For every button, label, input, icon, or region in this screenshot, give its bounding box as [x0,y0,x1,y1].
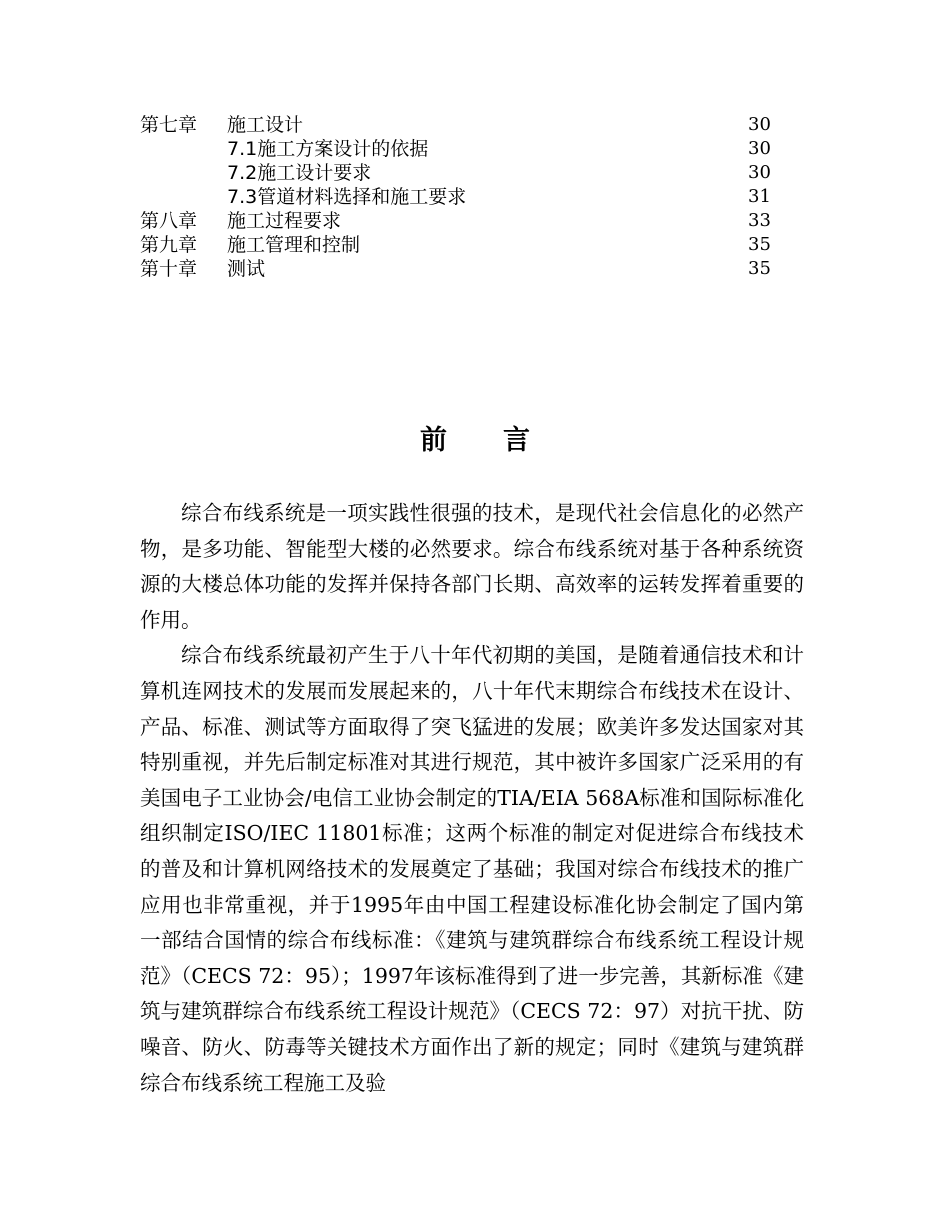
toc-chapter-label: 第九章 [140,234,198,256]
toc-entry-title: 7.3管道材料选择和施工要求 [227,186,467,208]
toc-entry[interactable] [140,233,780,257]
toc-page-number: 35 [748,234,771,255]
toc-entry-title: 7.1施工方案设计的依据 [227,138,429,160]
table-of-contents [140,113,780,281]
toc-chapter-label: 第七章 [140,114,198,136]
toc-entry[interactable] [140,209,780,233]
toc-page-number: 30 [748,138,771,159]
toc-entry-title: 施工管理和控制 [227,234,361,256]
toc-entry[interactable] [140,113,780,137]
toc-page-number: 31 [748,186,771,207]
toc-page-number: 30 [748,162,771,183]
section-heading: 前言 [420,425,586,456]
toc-chapter-label: 第八章 [140,210,198,232]
toc-chapter-label: 第十章 [140,258,198,280]
toc-entry[interactable] [140,257,780,281]
toc-entry[interactable] [140,161,780,185]
toc-entry-title: 测试 [227,258,266,280]
toc-entry-title: 施工设计 [227,114,304,136]
toc-page-number: 33 [748,210,771,231]
toc-entry[interactable] [140,137,780,161]
toc-entry-title: 7.2施工设计要求 [227,162,372,184]
paragraph: 综合布线系统最初产生于八十年代初期的美国，是随着通信技术和计算机连网技术的发展而发展起来的，八十年代末期综合布线技术在设计、产品、标准、测试等方面取得了突飞猛进的发展；欧美许多发达国家对其特别重视，并先后制定标准对其进行规范，其中被许多国家广泛采用的有美国电子工业协会/电信工业协会制定的TIA/EIA 568A标准和国际标准化组织制定ISO/IEC 11801标准；这两个标准的制定对促进综合布线技术的普及和计算机网络技术的发展奠定了基础；我国对综合布线技术的推广应用也非常重视，并于1995年由中国工程建设标准化协会制定了国内第一部结合国情的综合布线标准：《建筑与建筑群综合布线系统工程设计规范》（CECS 72：95）；1997年该标准得到了进一步完善，其新标准《建筑与建筑群综合布线系统工程设计规范》（CECS 72：97）对抗干扰、防噪音、防火、防毒等关键技术方面作出了新的规定；同时《建筑与建筑群综合布线系统工程施工及验 [140,643,804,1095]
toc-entry[interactable] [140,185,780,209]
toc-page-number: 30 [748,114,771,135]
paragraph: 综合布线系统是一项实践性很强的技术，是现代社会信息化的必然产物，是多功能、智能型大楼的必然要求。综合布线系统对基于各种系统资源的大楼总体功能的发挥并保持各部门长期、高效率的运转发挥着重要的作用。 [140,501,804,632]
toc-entry-title: 施工过程要求 [227,210,342,232]
body-text [140,496,804,1101]
toc-page-number: 35 [748,258,771,279]
